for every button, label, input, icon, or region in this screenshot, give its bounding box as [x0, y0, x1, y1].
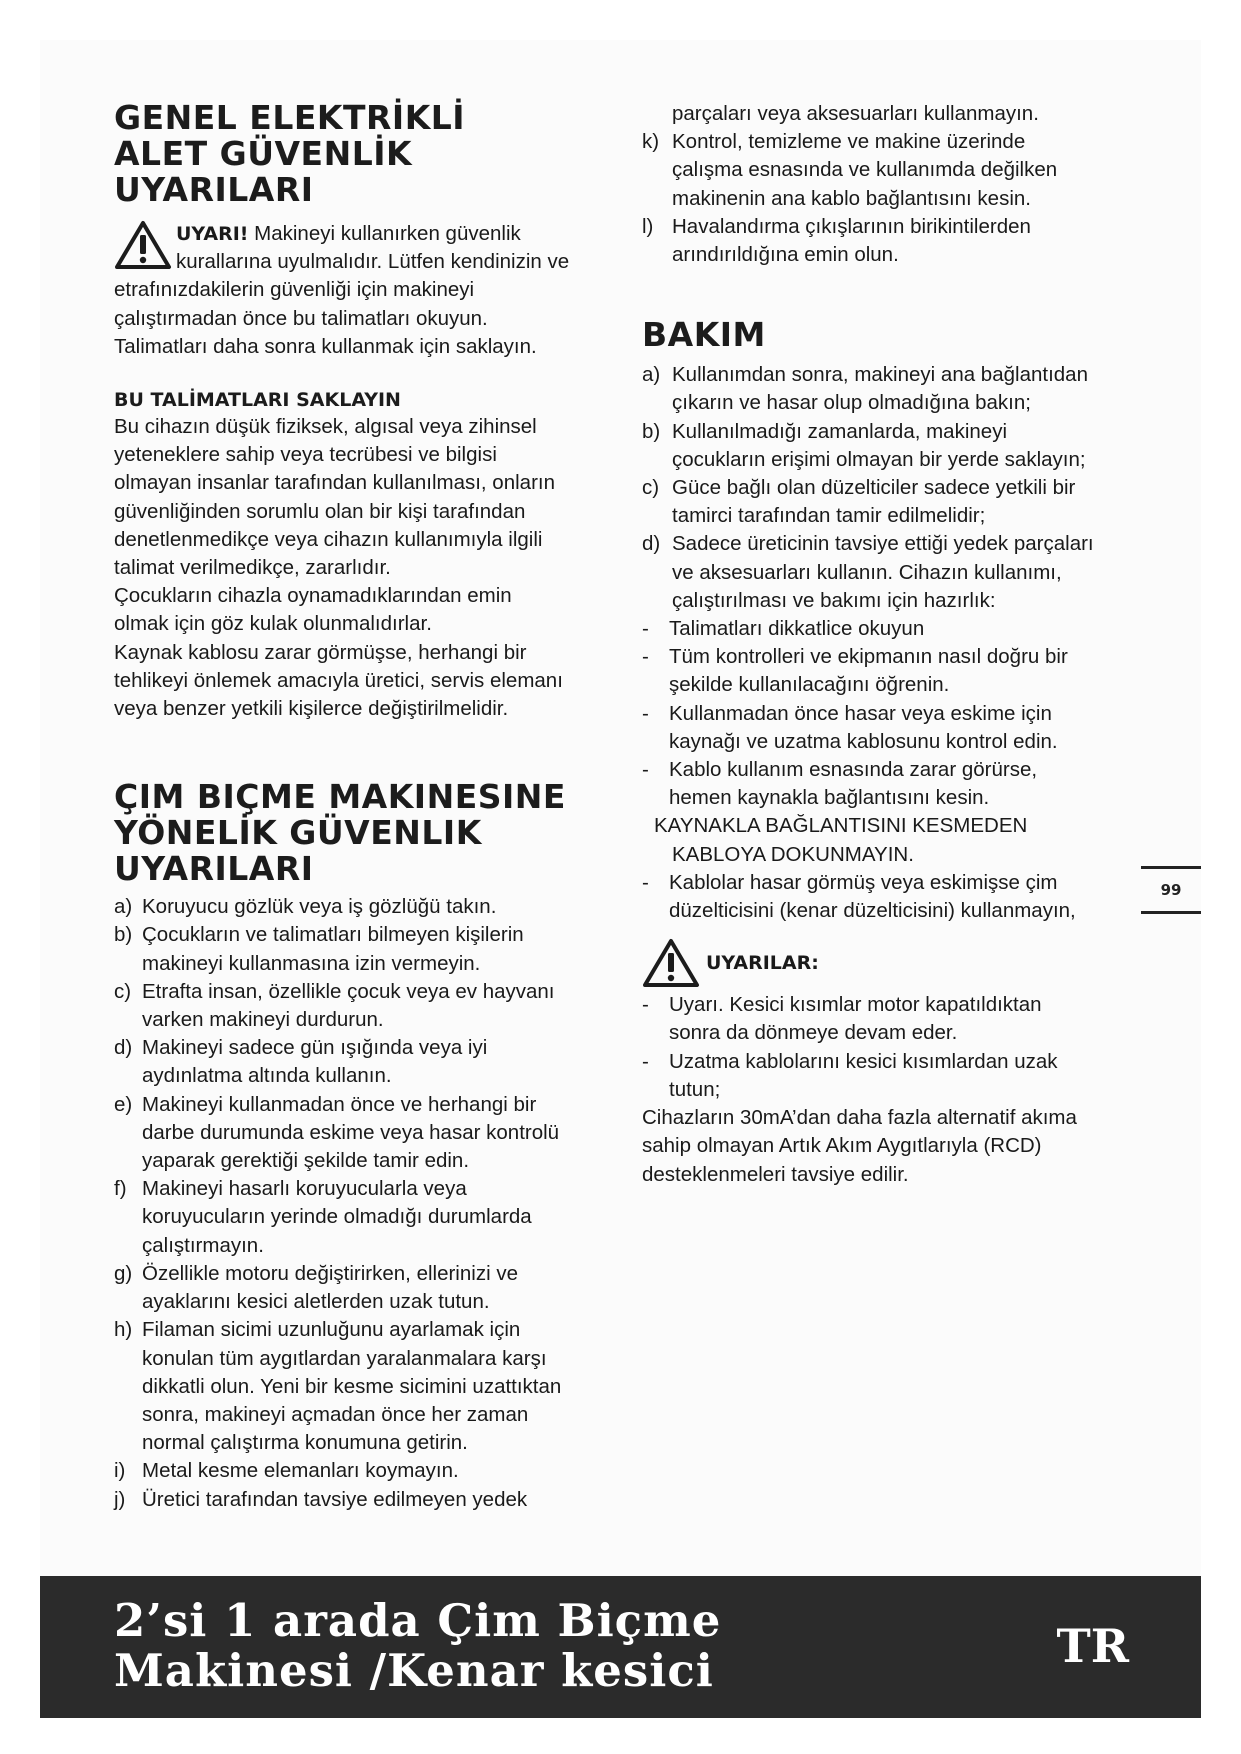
- list-marker: -: [642, 993, 649, 1017]
- list-item-text: [142, 1091, 614, 1176]
- list-item-line: Üretici tarafından tavsiye edilmeyen yedek: [142, 1487, 528, 1511]
- warnings-heading-row: [642, 935, 1132, 991]
- list-item-line: ve aksesuarları kullanın. Cihazın kullanımı,: [672, 560, 1062, 584]
- list-item-line: Kullanımdan sonra, makineyi ana bağlantıdan: [672, 363, 1088, 387]
- list-item: [642, 756, 1132, 812]
- list-item-line: yaparak gerektiği şekilde tamir edin.: [142, 1149, 470, 1173]
- list-marker: f): [114, 1177, 127, 1201]
- cable-dash-list: [642, 869, 1132, 925]
- list-item: [114, 1486, 614, 1514]
- list-item: [114, 1457, 614, 1485]
- list-item: [114, 978, 614, 1034]
- product-title-line: Makinesi /Kenar kesici: [114, 1644, 714, 1697]
- list-marker: b): [642, 419, 661, 443]
- paragraph-line: Cihazların 30mA’dan daha fazla alternatif akıma: [642, 1106, 1077, 1130]
- title-line: UYARILARI: [114, 849, 314, 889]
- paragraph-line: Kaynak kablosu zarar görmüşse, herhangi bir: [114, 640, 527, 664]
- save-instructions-heading: BU TALİMATLARI SAKLAYIN: [114, 389, 401, 412]
- list-item-text: [142, 921, 614, 977]
- paragraph-line: Çocukların cihazla oynamadıklarından emin: [114, 584, 512, 608]
- list-marker: l): [642, 214, 654, 238]
- list-item: [642, 643, 1132, 699]
- list-item-line: sonra da dönmeye devam eder.: [669, 1021, 958, 1045]
- list-item-line: arındırıldığına emin olun.: [672, 243, 899, 267]
- list-item-line: hemen kaynakla bağlantısını kesin.: [669, 786, 990, 810]
- list-item-text: [669, 991, 1132, 1047]
- warning-text: Makineyi kullanırken güvenlik: [254, 222, 521, 245]
- paragraph-line: güvenliğinden sorumlu olan bir kişi tarafından: [114, 499, 526, 523]
- paragraph-line: talimat verilmedikçe, zararlıdır.: [114, 556, 391, 580]
- list-marker: b): [114, 923, 133, 947]
- list-item-line: Sadece üreticinin tavsiye ettiği yedek parçaları: [672, 532, 1094, 556]
- list-item-line: Metal kesme elemanları koymayın.: [142, 1459, 459, 1483]
- right-column: [642, 100, 1132, 1189]
- lawnmower-safety-list: [114, 893, 614, 1513]
- title-line: GENEL ELEKTRİKLİ: [114, 98, 466, 137]
- list-item-line: Etrafta insan, özellikle çocuk veya ev hayvanı: [142, 979, 555, 1003]
- list-marker: -: [642, 617, 649, 641]
- list-item-line: Tüm kontrolleri ve ekipmanın nasıl doğru bir: [669, 645, 1068, 669]
- maintenance-title: BAKIM: [642, 315, 766, 355]
- list-item-line: Kullanmadan önce hasar veya eskime için: [669, 701, 1052, 725]
- list-item-line: çalıştırılması ve bakımı için hazırlık:: [672, 588, 996, 612]
- list-marker: -: [642, 758, 649, 782]
- list-item-line: çocukların erişimi olmayan bir yerde saklayın;: [672, 447, 1086, 471]
- list-item-line: varken makineyi durdurun.: [142, 1008, 384, 1032]
- list-item-line: normal çalıştırma konumuna getirin.: [142, 1431, 468, 1455]
- warnings-heading: UYARILAR:: [706, 952, 819, 975]
- list-item-text: [142, 1175, 614, 1260]
- maintenance-list: [642, 361, 1132, 615]
- lawnmower-safety-title: [114, 779, 614, 887]
- general-safety-title: [114, 100, 614, 208]
- list-item-text: [669, 869, 1132, 925]
- list-item-line: Uyarı. Kesici kısımlar motor kapatıldıktan: [669, 993, 1042, 1017]
- warning-triangle-icon: [642, 938, 700, 988]
- list-item-line: makinenin ana kablo bağlantısını kesin.: [672, 186, 1031, 210]
- list-marker: i): [114, 1459, 126, 1483]
- list-item: [114, 1175, 614, 1260]
- list-item-line: kaynağı ve uzatma kablosunu kontrol edin.: [669, 729, 1058, 753]
- title-line: YÖNELİK GÜVENLIK: [114, 813, 482, 853]
- intro-paragraph: [114, 413, 614, 723]
- list-item-line: Kullanılmadığı zamanlarda, makineyi: [672, 419, 1007, 443]
- list-marker: c): [114, 979, 132, 1003]
- list-marker: k): [642, 130, 660, 154]
- caps-warning-line: KAYNAKLA BAĞLANTISINI KESMEDEN: [654, 814, 1028, 838]
- list-item: [114, 893, 614, 921]
- list-item-line: Çocukların ve talimatları bilmeyen kişilerin: [142, 923, 524, 947]
- paragraph-line: desteklenmeleri tavsiye edilir.: [642, 1162, 909, 1186]
- list-marker: a): [114, 895, 133, 919]
- list-item-line: düzelticisini (kenar düzelticisini) kullanmayın,: [669, 899, 1076, 923]
- list-item-line: ayaklarını kesici aletlerden uzak tutun.: [142, 1290, 490, 1314]
- rcd-paragraph: [642, 1104, 1132, 1189]
- list-item: [114, 1034, 614, 1090]
- paragraph-line: denetlenmedikçe veya cihazın kullanımıyla ilgili: [114, 527, 543, 551]
- list-item-text: [669, 700, 1132, 756]
- items-k-l-list: [642, 128, 1132, 269]
- list-item: [642, 474, 1132, 530]
- list-item-line: sonra, makineyi açmadan önce her zaman: [142, 1402, 529, 1426]
- paragraph-line: olmayan insanlar tarafından kullanılması, onların: [114, 471, 555, 495]
- list-item-line: Filaman sicimi uzunluğunu ayarlamak için: [142, 1318, 521, 1342]
- list-item-line: Makineyi kullanmadan önce ve herhangi bir: [142, 1092, 537, 1116]
- list-marker: h): [114, 1318, 133, 1342]
- list-item: [642, 1048, 1132, 1104]
- title-line: UYARILARI: [114, 170, 314, 209]
- list-item: [114, 1091, 614, 1176]
- list-item-line: tutun;: [669, 1077, 721, 1101]
- list-item: [114, 921, 614, 977]
- warning-triangle-icon: [114, 220, 172, 270]
- list-item-text: [669, 615, 1132, 643]
- title-line: ALET GÜVENLİK: [114, 134, 413, 173]
- list-marker: a): [642, 363, 661, 387]
- list-marker: -: [642, 701, 649, 725]
- list-item-line: Makineyi hasarlı koruyucularla veya: [142, 1177, 467, 1201]
- list-item-text: [672, 418, 1132, 474]
- list-item: [642, 418, 1132, 474]
- list-item: [642, 213, 1132, 269]
- list-item-line: Havalandırma çıkışlarının birikintilerden: [672, 214, 1031, 238]
- warning-line: Talimatları daha sonra kullanmak için saklayın.: [114, 334, 537, 358]
- continued-line: parçaları veya aksesuarları kullanmayın.: [672, 102, 1039, 125]
- page-number: 99: [1141, 866, 1201, 914]
- list-item-text: [142, 1034, 614, 1090]
- warning-line: etrafınızdakilerin güvenliği için makineyi: [114, 278, 475, 302]
- list-item-text: [142, 1486, 614, 1514]
- list-item-text: [142, 1457, 614, 1485]
- list-item-line: Özellikle motoru değiştirirken, ellerinizi ve: [142, 1261, 518, 1285]
- paragraph-line: veya benzer yetkili kişilerce değiştirilmelidir.: [114, 697, 509, 721]
- paragraph-line: Bu cihazın düşük fiziksek, algısal veya zihinsel: [114, 415, 537, 439]
- list-item: [642, 991, 1132, 1047]
- footer-banner: [40, 1576, 1201, 1718]
- list-item: [642, 869, 1132, 925]
- title-line: ÇIM BIÇME MAKINESINE: [114, 777, 566, 817]
- list-item-text: [669, 756, 1132, 812]
- list-item-text: [669, 643, 1132, 699]
- warning-line: çalıştırmadan önce bu talimatları okuyun.: [114, 306, 488, 330]
- paragraph-line: olmak için göz kulak olunmalıdırlar.: [114, 612, 432, 636]
- warnings-dash-list: [642, 991, 1132, 1104]
- list-item-line: koruyucuların yerinde olmadığı durumlarda: [142, 1205, 532, 1229]
- caps-warning-line: KABLOYA DOKUNMAYIN.: [672, 842, 914, 866]
- list-item-text: [672, 361, 1132, 417]
- list-item: [642, 615, 1132, 643]
- list-item-line: aydınlatma altında kullanın.: [142, 1064, 392, 1088]
- warning-line-2: kurallarına uyulmalıdır. Lütfen kendinizin ve: [176, 250, 570, 274]
- list-item-text: [142, 978, 614, 1034]
- product-title: [114, 1596, 721, 1696]
- list-item-line: Talimatları dikkatlice okuyun: [669, 617, 925, 641]
- paragraph-line: sahip olmayan Artık Akım Aygıtlarıyla (RCD): [642, 1134, 1042, 1158]
- list-item: [642, 530, 1132, 615]
- preparation-dash-list: [642, 615, 1132, 812]
- list-item-line: dikkatli olun. Yeni bir kesme sicimini uzattıktan: [142, 1374, 562, 1398]
- list-item-line: Kablolar hasar görmüş veya eskimişse çim: [669, 870, 1058, 894]
- list-item: [642, 700, 1132, 756]
- list-item-line: tamirci tarafından tamir edilmelidir;: [672, 504, 986, 528]
- list-item: [642, 361, 1132, 417]
- list-marker: d): [642, 532, 661, 556]
- list-item-line: Kablo kullanım esnasında zarar görürse,: [669, 758, 1038, 782]
- list-item: [642, 128, 1132, 213]
- list-item: [114, 1260, 614, 1316]
- list-marker: -: [642, 645, 649, 669]
- left-column: [114, 100, 614, 1514]
- list-item-text: [672, 213, 1132, 269]
- list-item-line: Koruyucu gözlük veya iş gözlüğü takın.: [142, 895, 497, 919]
- list-item: [114, 1316, 614, 1457]
- list-item-line: çıkarın ve hasar olup olmadığına bakın;: [672, 391, 1031, 415]
- list-marker: -: [642, 870, 649, 894]
- list-marker: j): [114, 1487, 126, 1511]
- list-item-line: çalışma esnasında ve kullanımda değilken: [672, 158, 1058, 182]
- list-item-text: [672, 530, 1132, 615]
- list-item-text: [669, 1048, 1132, 1104]
- list-marker: c): [642, 476, 660, 500]
- list-item-line: şekilde kullanılacağını öğrenin.: [669, 673, 950, 697]
- list-item-text: [142, 1316, 614, 1457]
- paragraph-line: yeteneklere sahip veya tecrübesi ve bilgisi: [114, 443, 497, 467]
- warning-block: [114, 220, 614, 361]
- list-marker: -: [642, 1049, 649, 1073]
- list-item-line: Güce bağlı olan düzelticiler sadece yetkili bir: [672, 476, 1076, 500]
- list-item-line: Uzatma kablolarını kesici kısımlardan uzak: [669, 1049, 1058, 1073]
- list-marker: d): [114, 1036, 133, 1060]
- list-item-text: [142, 893, 614, 921]
- list-marker: g): [114, 1261, 133, 1285]
- list-item-text: [142, 1260, 614, 1316]
- language-code: TR: [1056, 1619, 1129, 1673]
- list-item-line: çalıştırmayın.: [142, 1233, 264, 1257]
- paragraph-line: tehlikeyi önlemek amacıyla üretici, servis elemanı: [114, 668, 563, 692]
- list-item-line: Kontrol, temizleme ve makine üzerinde: [672, 130, 1026, 154]
- list-item-line: makineyi kullanmasına izin vermeyin.: [142, 951, 481, 975]
- list-item-text: [672, 474, 1132, 530]
- product-title-line: 2’si 1 arada Çim Biçme: [114, 1594, 722, 1647]
- list-item-line: Makineyi sadece gün ışığında veya iyi: [142, 1036, 488, 1060]
- list-item-line: konulan tüm aygıtlardan yaralanmalara karşı: [142, 1346, 547, 1370]
- warning-label: UYARI!: [176, 223, 249, 245]
- warning-line-1: [114, 220, 614, 248]
- list-marker: e): [114, 1092, 133, 1116]
- list-item-line: darbe durumunda eskime veya hasar kontrolü: [142, 1120, 560, 1144]
- list-item-text: [672, 128, 1132, 213]
